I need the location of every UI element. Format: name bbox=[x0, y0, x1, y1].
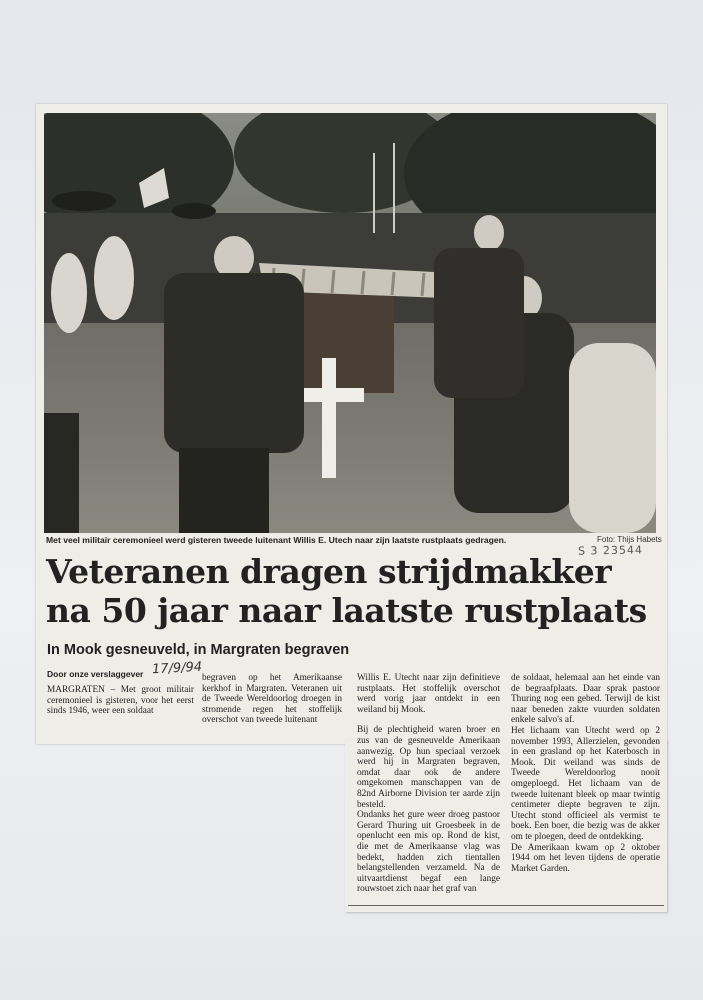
subheadline: In Mook gesneuveld, in Margraten begraven bbox=[47, 642, 350, 658]
column-1-text: MARGRATEN – Met groot militair ceremonieel is gisteren, voor het eerst sinds 1946, weer een soldaat bbox=[47, 685, 194, 717]
funeral-photo bbox=[44, 113, 656, 533]
column-2-text: begraven op het Amerikaanse kerkhof in Margraten. Veteranen uit de Tweede Wereldoorlog droegen in stromende regen het stoffelijk overschot van tweede luitenant bbox=[202, 673, 342, 726]
photo-credit: Foto: Thijs Habets bbox=[597, 535, 662, 544]
article-column-1 bbox=[47, 685, 194, 717]
article-column-3 bbox=[357, 673, 500, 895]
column-4-paragraph-2: Het lichaam van Utecht werd op 2 november 1993, Allerzielen, gevonden in een grasland op het Katerbosch in Mook. Dit weiland was sinds de Tweede Wereldoorlog nooit omgeploegd. Het lichaam van de tweede luitenant bleek op maar twintig centimeter diepte begraven te zijn. Utecht stond officieel als vermist te boek. Een boer, die bezig was de akker om te ploegen, deed de ontdekking. bbox=[511, 725, 660, 842]
photo-caption: Met veel militair ceremonieel werd gisteren tweede luitenant Willis E. Utech naar zijn laatste rustplaats gedragen. bbox=[46, 535, 507, 545]
headline-line-1: Veteranen dragen strijdmakker bbox=[46, 552, 612, 591]
archive-number-stamp: S 3 23544 bbox=[577, 543, 644, 558]
column-3-paragraph-2: Bij de plechtigheid waren broer en zus van de gesneuvelde Amerikaan aanwezig. Op hun speciaal verzoek werd hij in Margraten begraven, omdat daar ook de andere omgekomen manschappen van de 82nd Airborne Division ter aarde zijn besteld. bbox=[357, 725, 500, 810]
column-3-paragraph-3: Ondanks het gure weer droeg pastoor Gerard Thuring uit Groesbeek in de openlucht een mis op. Rond de kist, die met de Amerikaanse vlag was bedekt, hadden zich tientallen belangstellenden verzameld. Na de uitvaartdienst begaf een lange rouwstoet zich naar het graf van bbox=[357, 810, 500, 895]
headline-line-2: na 50 jaar naar laatste rustplaats bbox=[46, 591, 647, 630]
column-4-paragraph-1: de soldaat, helemaal aan het einde van de begraafplaats. Daar sprak pastoor Thuring nog een gebed. Terwijl de kist naar beneden zakte vuurden soldaten enkele salvo's af. bbox=[511, 673, 660, 726]
column-4-paragraph-3: De Amerikaan kwam op 2 oktober 1944 om het leven tijdens de operatie Market Garden. bbox=[511, 842, 660, 874]
article-column-2 bbox=[202, 673, 342, 726]
article-column-4 bbox=[511, 673, 660, 874]
column-3-paragraph-1: Willis E. Utecht naar zijn definitieve rustplaats. Het stoffelijk overschot werd vorig jaar ontdekt in een weiland bij Mook. bbox=[357, 673, 500, 715]
byline: Door onze verslaggever bbox=[47, 669, 144, 679]
handwritten-date: 17/9/94 bbox=[151, 659, 203, 678]
headline bbox=[46, 552, 656, 630]
column-divider-rule bbox=[348, 905, 664, 906]
